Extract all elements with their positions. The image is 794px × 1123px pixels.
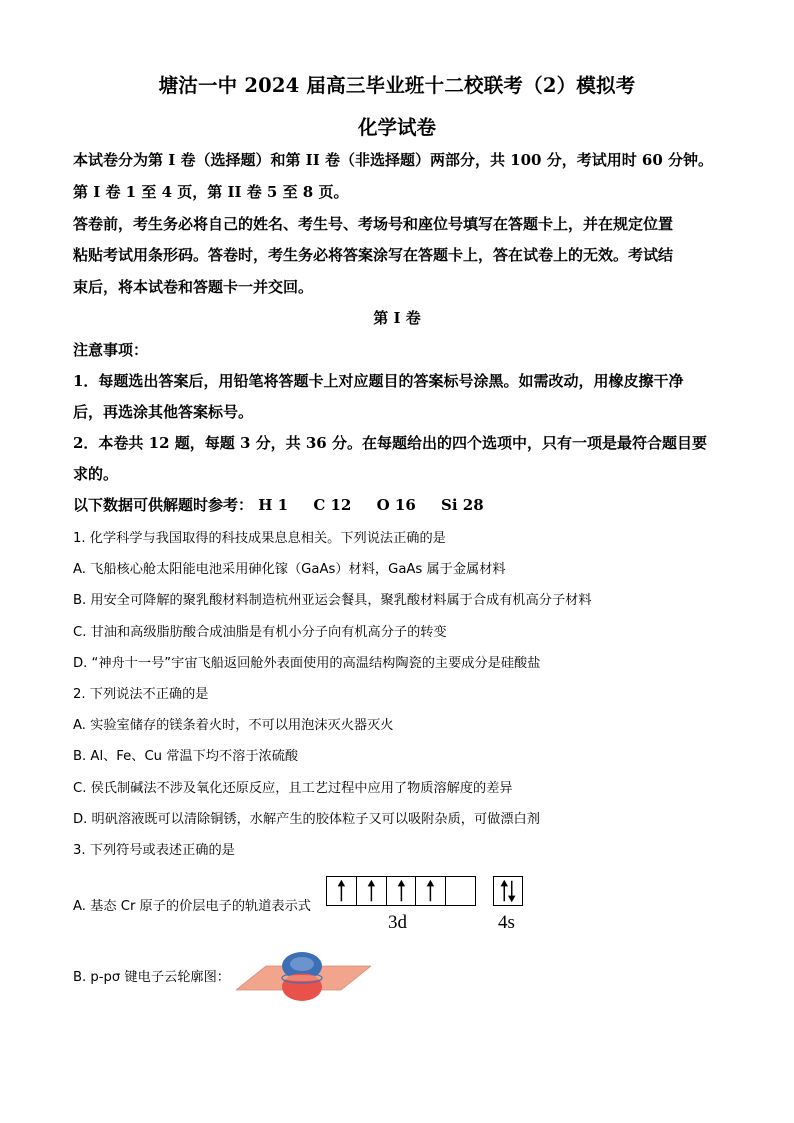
reference-item: C 12 <box>313 496 352 514</box>
q2-option-a: A. 实验室储存的镁条着火时，不可以用泡沫灭火器灭火 <box>73 718 394 733</box>
q2-option-d: D. 明矾溶液既可以清除铜锈，水解产生的胶体粒子又可以吸附杂质，可做漂白剂 <box>73 812 540 827</box>
reference-item: H 1 <box>258 496 289 514</box>
reference-prefix: 以下数据可供解题时参考： <box>73 496 254 514</box>
q1-option-d: D. “神舟十一号”宇宙飞船返回舱外表面使用的高温结构陶瓷的主要成分是硅酸盐 <box>73 656 541 671</box>
reference-data <box>73 494 484 515</box>
up-arrow-icon <box>327 877 356 905</box>
q3-option-a: A. 基态 Cr 原子的价层电子的轨道表示式 <box>73 899 311 914</box>
orbital-box-up <box>416 877 446 905</box>
up-arrow-icon <box>387 877 416 905</box>
exam-title: 塘沽一中 2024 届高三毕业班十二校联考（2）模拟考 <box>158 74 636 97</box>
notice-1a: 1．每题选出答案后，用铅笔将答题卡上对应题目的答案标号涂黑。如需改动，用橡皮擦干净 <box>73 372 684 390</box>
section-title: 第 I 卷 <box>373 309 421 327</box>
reference-item: Si 28 <box>441 496 484 514</box>
q1-option-b: B. 用安全可降解的聚乳酸材料制造杭州亚运会餐具，聚乳酸材料属于合成有机高分子材料 <box>73 593 592 608</box>
q1-option-a: A. 飞船核心舱太阳能电池采用砷化镓（GaAs）材料，GaAs 属于金属材料 <box>73 562 506 577</box>
notice-title: 注意事项： <box>73 341 149 359</box>
orbital-box-up <box>327 877 357 905</box>
exam-subject: 化学试卷 <box>357 116 436 139</box>
intro-line-1: 本试卷分为第 I 卷（选择题）和第 II 卷（非选择题）两部分，共 100 分，考试用时 60 分钟。 <box>73 151 714 169</box>
up-arrow-icon <box>416 877 445 905</box>
orbital-4s-box <box>493 876 523 906</box>
notice-2b: 求的。 <box>73 465 119 483</box>
orbital-3d-label: 3d <box>388 912 407 933</box>
q3-option-b: B. p-pσ 键电子云轮廓图： <box>73 970 230 985</box>
intro-line-5: 束后，将本试卷和答题卡一并交回。 <box>73 278 314 296</box>
intro-line-2: 第 I 卷 1 至 4 页，第 II 卷 5 至 8 页。 <box>73 183 349 201</box>
q1-stem: 1. 化学科学与我国取得的科技成果息息相关。下列说法正确的是 <box>73 531 446 546</box>
q2-stem: 2. 下列说法不正确的是 <box>73 687 209 702</box>
orbital-3d-boxes <box>326 876 476 906</box>
orbital-box-up <box>387 877 417 905</box>
intro-line-4: 粘贴考试用条形码。答卷时，考生务必将答案涂写在答题卡上，答在试卷上的无效。考试结 <box>73 246 674 264</box>
reference-item: O 16 <box>376 496 416 514</box>
notice-2a: 2．本卷共 12 题，每题 3 分，共 36 分。在每题给出的四个选项中，只有一项是最符合题目要 <box>73 434 707 452</box>
intro-line-3: 答卷前，考生务必将自己的姓名、考生号、考场号和座位号填写在答题卡上，并在规定位置 <box>73 215 674 233</box>
orbital-4s-label: 4s <box>498 912 515 933</box>
q2-option-c: C. 侯氏制碱法不涉及氧化还原反应，且工艺过程中应用了物质溶解度的差异 <box>73 781 513 796</box>
orbital-box-up <box>357 877 387 905</box>
q2-option-b: B. Al、Fe、Cu 常温下均不溶于浓硫酸 <box>73 749 299 764</box>
up-arrow-icon <box>357 877 386 905</box>
orbital-box-empty <box>446 877 475 905</box>
up-down-arrow-icon <box>494 877 522 905</box>
notice-1b: 后，再选涂其他答案标号。 <box>73 403 254 421</box>
q3-stem: 3. 下列符号或表述正确的是 <box>73 843 235 858</box>
p-p-sigma-cloud-image <box>236 950 371 1005</box>
q1-option-c: C. 甘油和高级脂肪酸合成油脂是有机小分子向有机高分子的转变 <box>73 625 447 640</box>
